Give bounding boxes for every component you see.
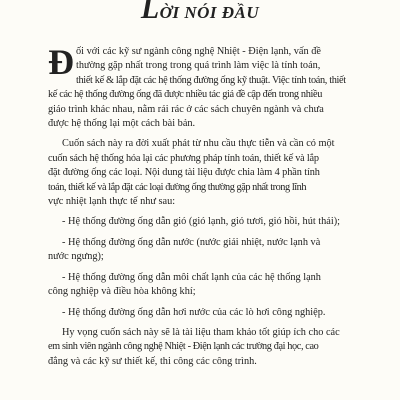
bullet-line: - Hệ thống đường ống dẫn nước (nước giải nhiệt, nước lạnh và [62,236,321,248]
page-heading [0,0,400,24]
heading-rest: ỜI NÓI ĐẦU [159,3,260,22]
bullet-refrigerant-pipe [48,271,368,300]
paragraph-line: cuốn sách hệ thống hóa lại các phương pháp tính toán, thiết kế và lắp [48,152,319,164]
paragraph-line: Cuốn sách này ra đời xuất phát từ nhu cầu thực tiễn và cần có một [62,138,335,150]
paragraph-hope [48,326,368,369]
paragraph-line: thiết kế & lắp đặt các hệ thống đường ống kỹ thuật. Việc tính toán, thiết [76,74,346,86]
bullet-line: - Hệ thống đường ống dẫn gió (gió lạnh, gió tươi, gió hồi, hút thải); [62,216,341,228]
paragraph-purpose [48,137,368,209]
paragraph-line: thường gặp nhất trong trong quá trình làm việc là tính toán, [76,60,321,72]
bullet-line: nước ngưng); [48,251,104,263]
paragraph-line: toán, thiết kế và lắp đặt các loại đường ống thường gặp nhất trong lĩnh [48,181,307,193]
bullet-line: công nghiệp và điều hòa không khí; [48,286,196,298]
paragraph-line: em sinh viên ngành công nghệ Nhiệt - Điện lạnh các trường đại học, cao [48,341,319,353]
bullet-water-pipe [48,236,368,265]
paragraph-line: đặt đường ống các loại. Nội dung tài liệu được chia làm 4 phần tính [48,167,320,179]
body-text [48,42,368,369]
paragraph-intro [48,42,368,131]
paragraph-line: vực nhiệt lạnh thực tế như sau: [48,196,176,208]
heading-big-letter: L [140,0,160,25]
bullet-line: - Hệ thống đường ống dẫn môi chất lạnh của các hệ thống lạnh [62,271,321,283]
paragraph-line: giáo trình khác nhau, nằm rải rác ở các sách chuyên ngành và chưa [48,103,324,115]
bullet-line: - Hệ thống đường ống dẫn hơi nước của các lò hơi công nghiệp. [62,306,326,318]
bullet-air-duct [48,215,368,229]
paragraph-line: được hệ thống lại một cách bài bản. [48,118,196,130]
paragraph-line: ối với các kỹ sư ngành công nghệ Nhiệt - Điện lạnh, vấn đề [76,46,321,57]
paragraph-line: đẳng và các kỹ sư thiết kế, thi công các công trình. [48,355,257,367]
paragraph-line: Hy vọng cuốn sách này sẽ là tài liệu tham khảo tốt giúp ích cho các [62,326,340,338]
dropcap-letter: Đ [48,42,74,82]
paragraph-line: kế các hệ thống đường ống đã được nhiều tác giả đề cập đến trong nhiều [48,89,323,101]
bullet-steam-pipe [48,306,368,320]
